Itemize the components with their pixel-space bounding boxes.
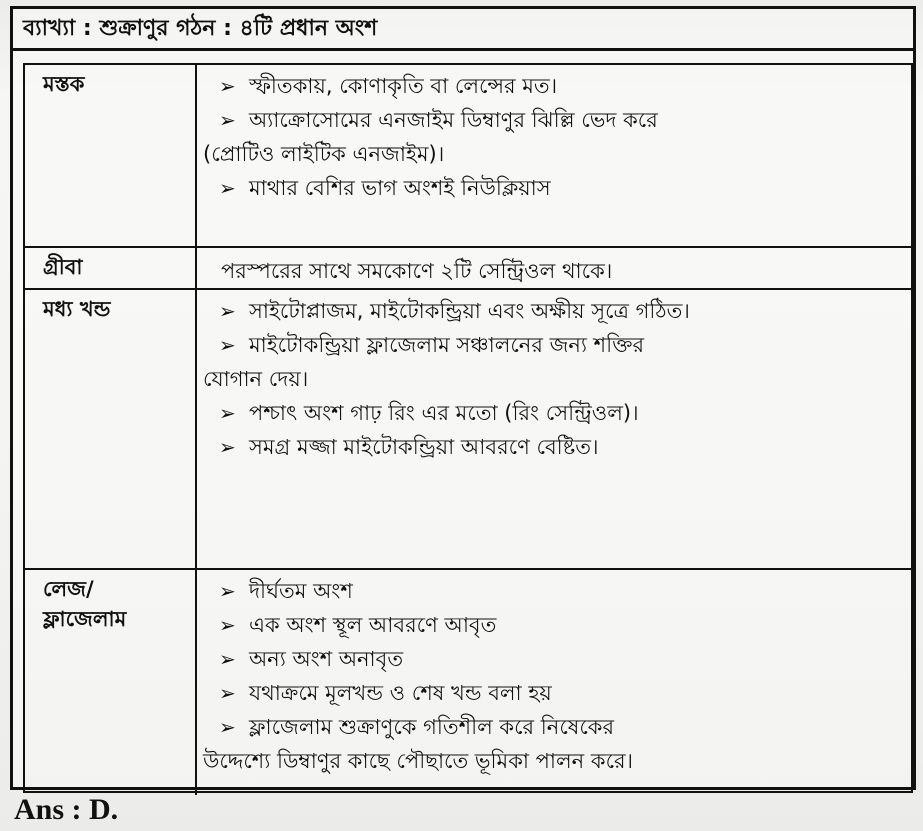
list-item-text: এক অংশ স্থূল আবরণে আবৃত	[249, 613, 497, 637]
arrow-bullet-icon: ➢	[219, 333, 236, 357]
row-content-head	[199, 65, 911, 246]
row-content-middle-piece	[199, 290, 911, 568]
list-item	[219, 171, 903, 205]
table-row-head	[25, 65, 911, 248]
list-item	[219, 574, 903, 608]
arrow-bullet-icon: ➢	[219, 647, 236, 671]
row-label-text: মধ্য খন্ড	[43, 297, 111, 321]
row-label-text: মস্তক	[43, 72, 85, 96]
row-label-middle-piece	[25, 290, 197, 568]
arrow-bullet-icon: ➢	[219, 579, 236, 603]
list-item-continuation: উদ্দেশ্যে ডিম্বাণুর কাছে পৌছাতে ভূমিকা পালন করে।	[203, 749, 634, 773]
row-content-tail	[199, 570, 911, 795]
row-label-text: ফ্লাজেলাম	[43, 607, 127, 631]
row-label-neck	[25, 248, 197, 288]
explanation-heading: ব্যাখ্যা : শুক্রাণুর গঠন : ৪টি প্রধান অংশ	[13, 9, 913, 51]
list-item	[219, 328, 903, 362]
row-label-tail	[25, 570, 197, 795]
list-item-text: যথাক্রমে মূলখন্ড ও শেষ খন্ড বলা হয়	[249, 681, 552, 705]
list-item-text: সাইটোপ্লাজম, মাইটোকন্ড্রিয়া এবং অক্ষীয় সূত্রে গঠিত।	[249, 299, 690, 323]
table-row-middle-piece	[25, 290, 911, 570]
sperm-structure-table	[23, 63, 913, 793]
list-item	[219, 103, 903, 137]
list-item-text: ফ্লাজেলাম শুক্রাণুকে গতিশীল করে নিষেকের	[249, 715, 615, 739]
neck-description: পরস্পরের সাথে সমকোণে ২টি সেন্ট্রিওল থাকে।	[221, 259, 613, 283]
arrow-bullet-icon: ➢	[219, 74, 236, 98]
list-item	[219, 396, 903, 430]
arrow-bullet-icon: ➢	[219, 613, 236, 637]
list-item	[219, 676, 903, 710]
table-row-neck	[25, 248, 911, 290]
list-item	[219, 294, 903, 328]
arrow-bullet-icon: ➢	[219, 401, 236, 425]
arrow-bullet-icon: ➢	[219, 176, 236, 200]
arrow-bullet-icon: ➢	[219, 299, 236, 323]
arrow-bullet-icon: ➢	[219, 108, 236, 132]
list-item-continuation: যোগান দেয়।	[203, 367, 309, 391]
list-item-text: পশ্চাৎ অংশ গাঢ় রিং এর মতো (রিং সেন্ট্রিওল)।	[249, 401, 639, 425]
row-label-head	[25, 65, 197, 246]
list-item	[219, 430, 903, 464]
arrow-bullet-icon: ➢	[219, 681, 236, 705]
table-row-tail	[25, 570, 911, 795]
answer-line: Ans : D.	[14, 793, 119, 826]
row-label-text: লেজ/	[43, 577, 94, 601]
explanation-box	[10, 6, 916, 790]
list-item	[219, 710, 903, 744]
list-item-text: অ্যাক্রোসোমের এনজাইম ডিম্বাণুর ঝিল্লি ভেদ করে	[249, 108, 658, 132]
list-item-text: মাইটোকন্ড্রিয়া ফ্লাজেলাম সঞ্চালনের জন্য শক্তির	[249, 333, 645, 357]
row-label-text: গ্রীবা	[43, 255, 83, 279]
list-item-text: অন্য অংশ অনাবৃত	[249, 647, 404, 671]
list-item-text: দীর্ঘতম অংশ	[249, 579, 353, 603]
arrow-bullet-icon: ➢	[219, 435, 236, 459]
arrow-bullet-icon: ➢	[219, 715, 236, 739]
row-content-neck	[199, 248, 911, 288]
list-item	[219, 608, 903, 642]
list-item-text: স্ফীতকায়, কোণাকৃতি বা লেন্সের মত।	[249, 74, 558, 98]
list-item	[219, 642, 903, 676]
list-item-text: মাথার বেশির ভাগ অংশই নিউক্লিয়াস	[249, 176, 551, 200]
list-item	[219, 69, 903, 103]
list-item-continuation: (প্রোটিও লাইটিক এনজাইম)।	[203, 142, 445, 166]
list-item-text: সমগ্র মজ্জা মাইটোকন্ড্রিয়া আবরণে বেষ্টিত।	[249, 435, 599, 459]
